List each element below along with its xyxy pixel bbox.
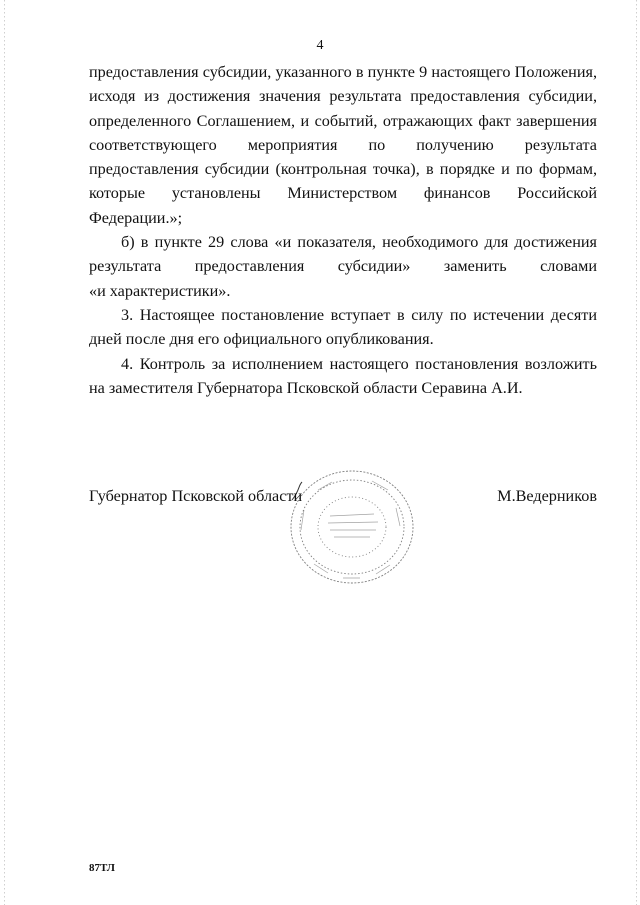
official-seal-stamp: [288, 468, 416, 586]
text-line: 4. Контроль за исполнением настоящего постановления возложить: [121, 354, 597, 373]
scan-edge-left: [4, 0, 5, 905]
text-line: соответствующего мероприятия по получению результата: [89, 135, 597, 154]
signatory-name: М.Ведерников: [497, 487, 597, 505]
document-body: [89, 60, 597, 400]
text-line: исходя из достижения значения результата предоставления субсидии,: [89, 87, 597, 106]
text-line: предоставления субсидии, указанного в пункте 9 настоящего Положения,: [89, 63, 597, 81]
text-line: дней после дня его официального опубликования.: [89, 330, 434, 349]
text-line: б) в пункте 29 слова «и показателя, необходимого для достижения: [121, 233, 597, 252]
text-line: определенного Соглашением, и событий, отражающих факт завершения: [89, 111, 597, 130]
text-line: на заместителя Губернатора Псковской области Серавина А.И.: [89, 378, 523, 397]
text-line: результата предоставления субсидии» заменить словами: [89, 257, 597, 276]
document-code: 87ТЛ: [89, 862, 115, 874]
text-line: «и характеристики».: [89, 281, 231, 300]
scan-edge-right: [636, 0, 637, 905]
text-line: Федерации.»;: [89, 208, 183, 227]
signatory-title: Губернатор Псковской области: [89, 487, 303, 505]
text-line: предоставления субсидии (контрольная точка), в порядке и по формам,: [89, 160, 597, 179]
page-number: 4: [316, 38, 324, 53]
text-line: которые установлены Министерством финансов Российской: [89, 184, 597, 203]
text-line: 3. Настоящее постановление вступает в силу по истечении десяти: [121, 305, 597, 324]
